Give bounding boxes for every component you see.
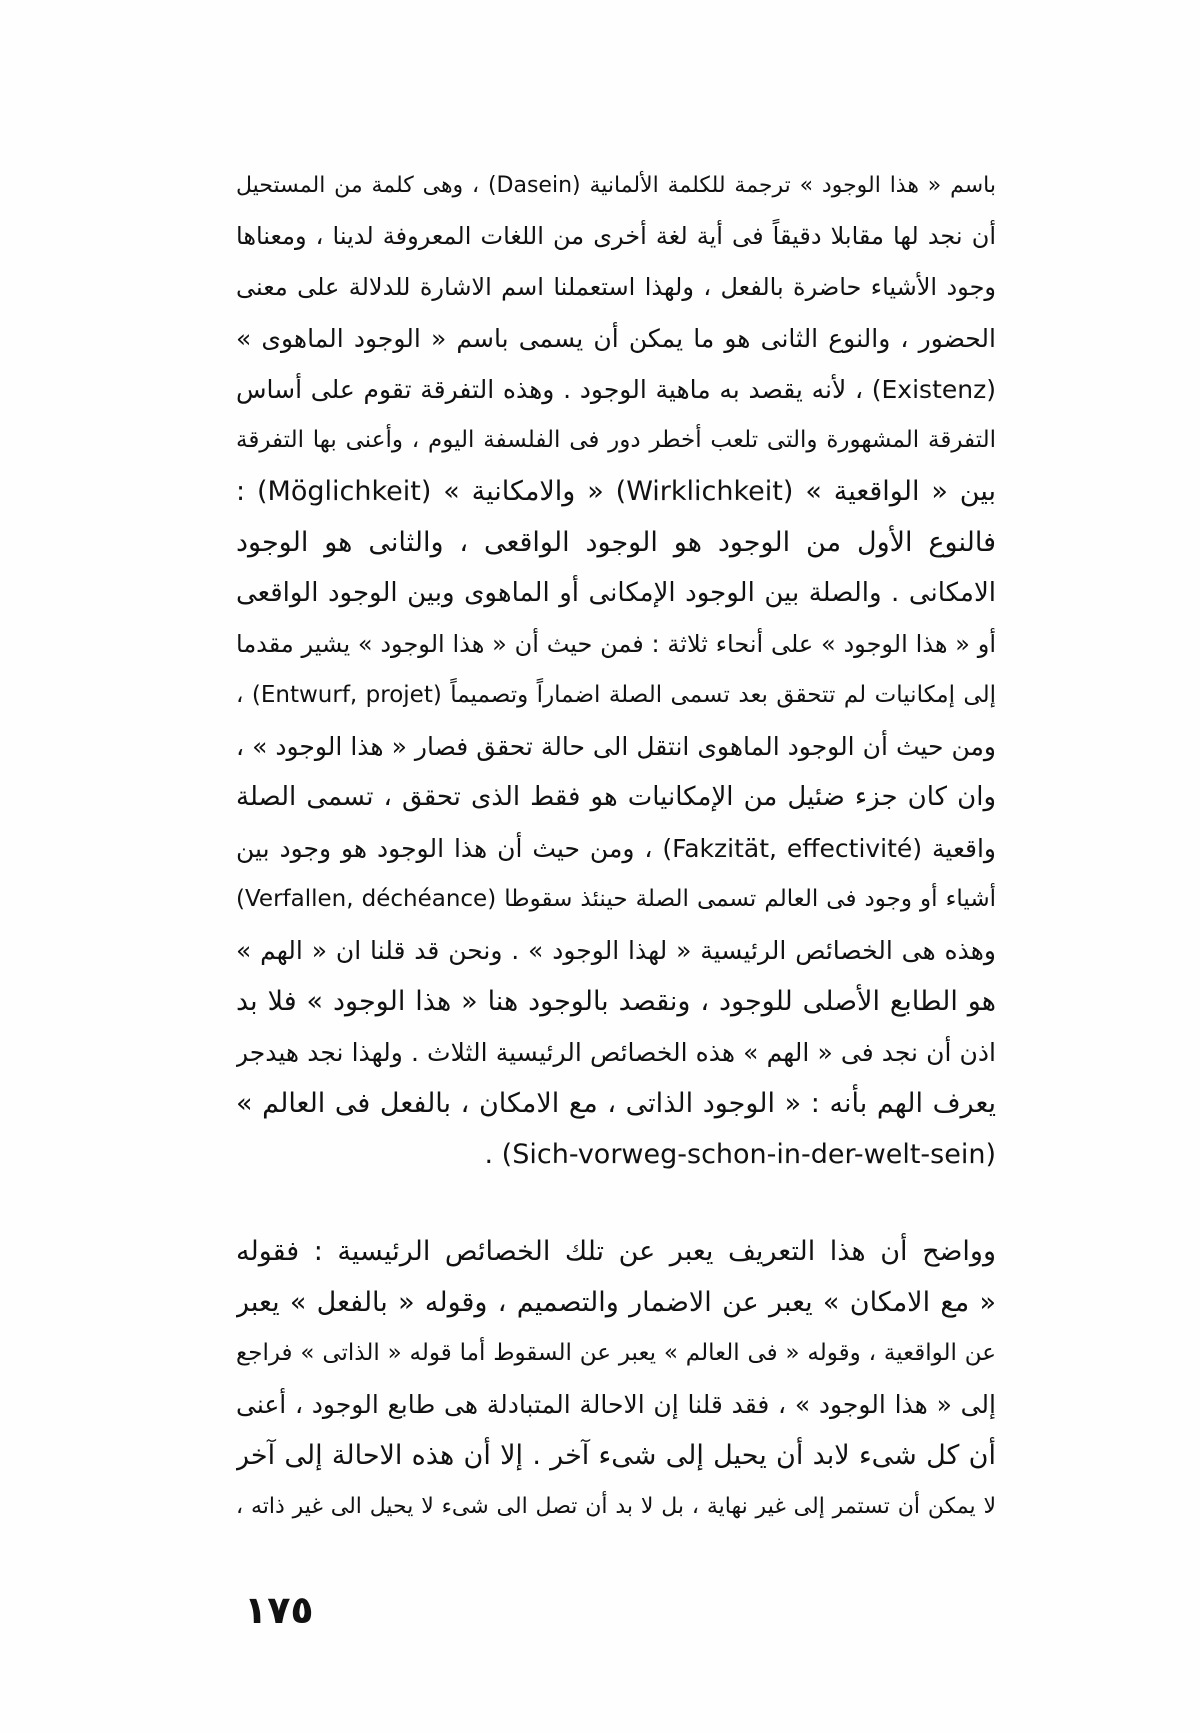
text-line: وجود الأشياء حاضرة بالفعل ، ولهذا استعملنا اسم الاشارة للدلالة على معنى bbox=[236, 273, 996, 301]
text-line: فالنوع الأول من الوجود هو الوجود الواقعى ، والثانى هو الوجود bbox=[236, 527, 996, 558]
text-line: وواضح أن هذا التعريف يعبر عن تلك الخصائص الرئيسية : فقوله bbox=[236, 1236, 996, 1267]
text-line: (Existenz) ، لأنه يقصد به ماهية الوجود . وهذه التفرقة تقوم على أساس bbox=[236, 375, 996, 404]
text-line: « مع الامكان » يعبر عن الاضمار والتصميم ، وقوله « بالفعل » يعبر bbox=[236, 1287, 996, 1318]
text-line: يعرف الهم بأنه : « الوجود الذاتى ، مع الامكان ، بالفعل فى العالم » bbox=[236, 1088, 996, 1119]
text-line: (Sich-vorweg-schon-in-der-welt-sein) . bbox=[484, 1139, 996, 1170]
text-line: الامكانى . والصلة بين الوجود الإمكانى أو الماهوى وبين الوجود الواقعى bbox=[236, 578, 996, 608]
text-line: هو الطابع الأصلى للوجود ، ونقصد بالوجود هنا « هذا الوجود » فلا بد bbox=[236, 986, 996, 1017]
text-line: إلى « هذا الوجود » ، فقد قلنا إن الاحالة المتبادلة هى طابع الوجود ، أعنى bbox=[236, 1390, 996, 1419]
text-line: أن نجد لها مقابلا دقيقاً فى أية لغة أخرى من اللغات المعروفة لدينا ، ومعناها bbox=[236, 222, 996, 250]
text-line: لا يمكن أن تستمر إلى غير نهاية ، بل لا بد أن تصل الى شىء لا يحيل الى غير ذاته ، bbox=[236, 1494, 996, 1519]
paragraph-2 bbox=[236, 1226, 996, 1532]
page-number: ١٧٥ bbox=[244, 1588, 314, 1632]
text-line: عن الواقعية ، وقوله « فى العالم » يعبر عن السقوط أما قوله « الذاتى » فراجع bbox=[236, 1340, 996, 1366]
text-line: واقعية (Fakzität, effectivité) ، ومن حيث أن هذا الوجود هو وجود بين bbox=[236, 834, 996, 863]
text-line: الحضور ، والنوع الثانى هو ما يمكن أن يسمى باسم « الوجود الماهوى » bbox=[236, 324, 996, 353]
text-line: وان كان جزء ضئيل من الإمكانيات هو فقط الذى تحقق ، تسمى الصلة bbox=[236, 782, 996, 812]
text-line: إلى إمكانيات لم تتحقق بعد تسمى الصلة اضماراً وتصميماً (Entwurf, projet) ، bbox=[236, 682, 996, 708]
text-line: باسم « هذا الوجود » ترجمة للكلمة الألمانية (Dasein) ، وهى كلمة من المستحيل bbox=[236, 173, 996, 198]
text-line: أشياء أو وجود فى العالم تسمى الصلة حينئذ سقوطا (Verfallen, déchéance) bbox=[236, 886, 996, 912]
text-line: أن كل شىء لابد أن يحيل إلى شىء آخر . إلا أن هذه الاحالة إلى آخر bbox=[236, 1440, 996, 1471]
text-line: ومن حيث أن الوجود الماهوى انتقل الى حالة تحقق فصار « هذا الوجود » ، bbox=[236, 732, 996, 761]
text-line: وهذه هى الخصائص الرئيسية « لهذا الوجود » . ونحن قد قلنا ان « الهم » bbox=[236, 936, 996, 965]
text-line: التفرقة المشهورة والتى تلعب أخطر دور فى الفلسفة اليوم ، وأعنى بها التفرقة bbox=[236, 427, 996, 453]
text-line: اذن أن نجد فى « الهم » هذه الخصائص الرئيسية الثلاث . ولهذا نجد هيدجر bbox=[236, 1038, 996, 1067]
paragraph-1 bbox=[236, 160, 996, 1180]
text-line: أو « هذا الوجود » على أنحاء ثلاثة : فمن حيث أن « هذا الوجود » يشير مقدما bbox=[236, 630, 996, 658]
text-line: بين « الواقعية » (Wirklichkeit) « والامكانية » (Möglichkeit) : bbox=[236, 476, 996, 507]
